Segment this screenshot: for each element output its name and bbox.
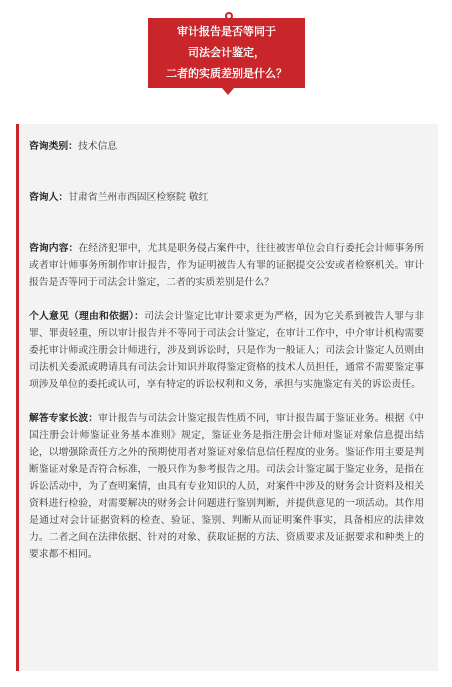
- expert-text: 审计报告与司法会计鉴定报告性质不同，审计报告属于鉴证业务。根据《中国注册会计师鉴证业务基本准则》规定，鉴证业务是指注册会计师对鉴证对象信息提出结论，以增强除责任方之外的预期使用者对鉴证对象信息信任程度的业务。鉴证作用主要是判断鉴证对象是否符合标准，一般只作为参考报告之用。司法会计鉴定属于鉴定业务，是指在诉讼活动中，为了查明案情，由具有专业知识的人员，对案件中涉及的财务会计资料及相关资料进行检验，对需要解决的财务会计问题进行鉴别判断，并提供意见的一项活动。其作用是通过对会计证据资料的检查、验证、鉴别、判断从而证明案件事实，具备相应的法律效力。二者之间在法律依据、针对的对象、获取证据的方法、资质要求及证据要求和种类上的要求都不相同。: [29, 413, 425, 560]
- title-banner: [0, 0, 452, 96]
- question-label: 咨询内容：: [29, 243, 79, 254]
- opinion-text: 司法会计鉴定比审计要求更为严格，因为它关系到被告人罪与非罪、罪责轻重，所以审计报告并不等同于司法会计鉴定，在审计工作中，中介审计机构需要委托审计师或注册会计师进行，涉及到诉讼时，只是作为一般证人；司法会计鉴定人员则由司法机关委派或聘请具有司法会计知识并取得鉴定资格的技术人员担任，通常不需要鉴定事项涉及单位的委托或认可，享有特定的诉讼权利和义务，承担与实施鉴定有关的诉讼责任。: [29, 311, 425, 390]
- consultation-card: [16, 124, 438, 671]
- section-consultant: [29, 189, 424, 206]
- consultant-label: 咨询人：: [29, 192, 69, 203]
- category-text: 技术信息: [77, 141, 118, 152]
- title-line-3: 二者的实质差别是什么？: [166, 67, 287, 80]
- section-category: [29, 138, 424, 155]
- section-expert-answer: [29, 410, 424, 563]
- question-text: 在经济犯罪中，尤其是职务侵占案件中，往往被害单位会自行委托会计师事务所或者审计师事务所制作审计报告，作为证明被告人有罪的证据提交公安或者检察机关。审计报告是否等同于司法会计鉴定，二者的实质差别是什么？: [29, 243, 425, 288]
- title-pointer-icon: [222, 88, 234, 95]
- title-line-1: 审计报告是否等同于: [177, 25, 276, 38]
- category-label: 咨询类别：: [29, 141, 78, 152]
- title-dot-icon: [225, 12, 233, 20]
- section-question: [29, 240, 424, 291]
- opinion-label: 个人意见（理由和依据）：: [29, 311, 145, 322]
- consultant-text: 甘肃省兰州市西固区检察院 敬红: [68, 192, 209, 203]
- expert-label: 解答专家长波：: [29, 413, 99, 424]
- title-line-2: 司法会计鉴定，: [188, 46, 265, 59]
- title-box: [148, 18, 305, 88]
- section-personal-opinion: [29, 308, 424, 393]
